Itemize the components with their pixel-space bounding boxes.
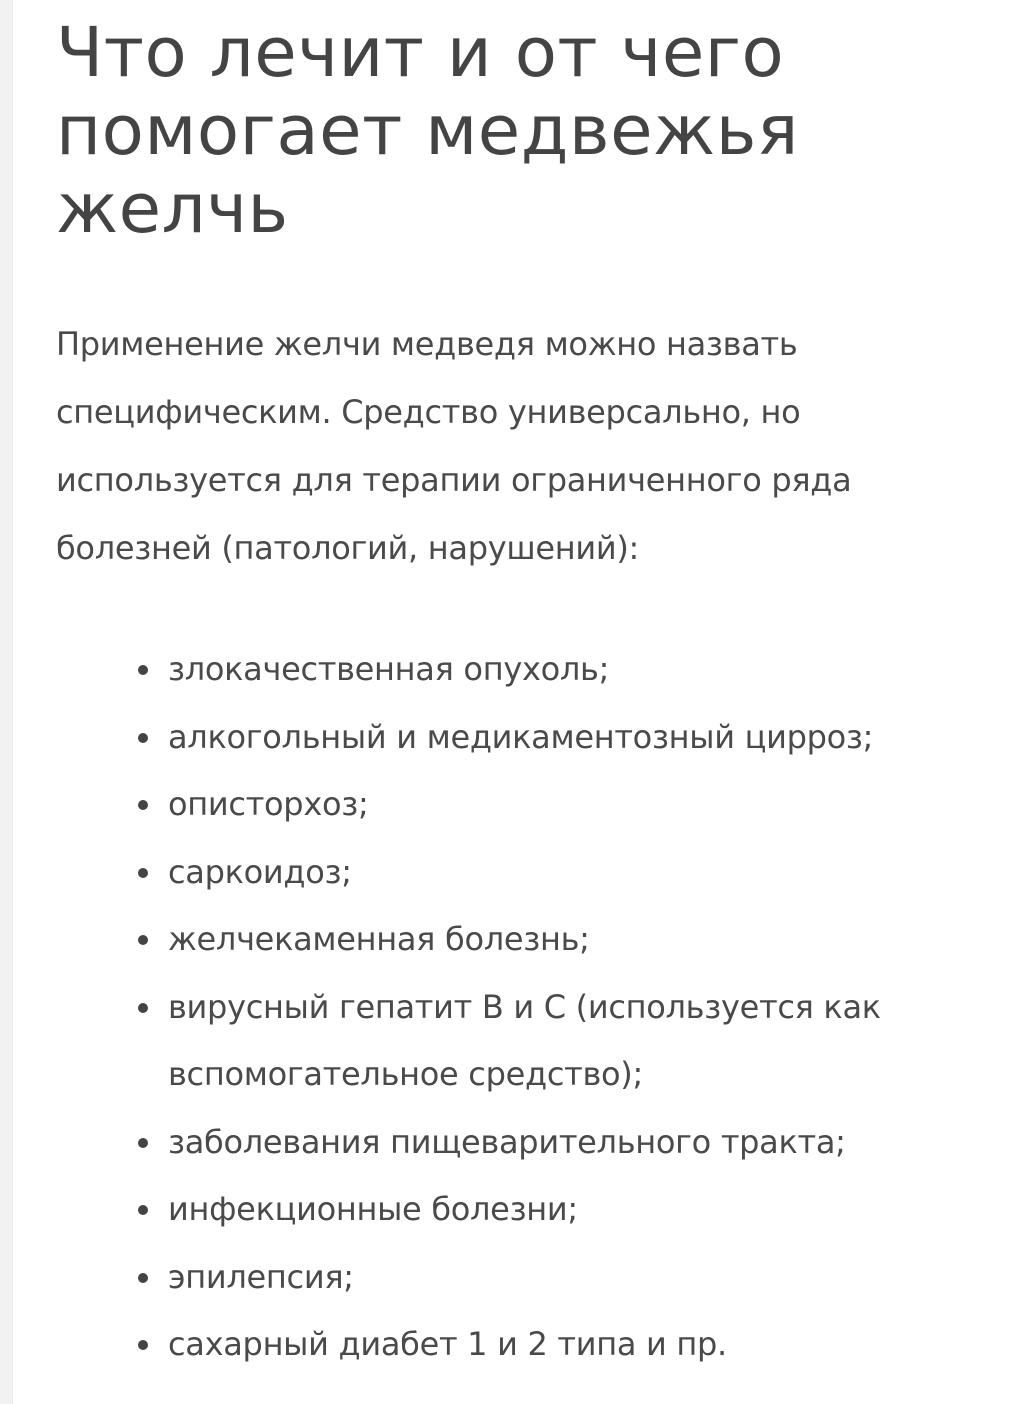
- article-title: Что лечит и от чего помогает медвежья желчь: [56, 13, 799, 249]
- list-item: [168, 1176, 986, 1244]
- list-item-text: заболевания пищеварительного тракта;: [168, 1122, 846, 1161]
- list-item-text: вирусный гепатит В и С (используется как вспомогательное средство);: [168, 987, 881, 1093]
- page-edge: [0, 0, 13, 1404]
- bullet-icon: [138, 1340, 148, 1350]
- bullet-icon: [138, 800, 148, 810]
- list-item: [168, 1244, 986, 1312]
- list-item-text: злокачественная опухоль;: [168, 650, 610, 688]
- list-item: [168, 771, 986, 839]
- list-item: [168, 906, 986, 974]
- list-item: [168, 704, 986, 772]
- list-item-text: саркоидоз;: [168, 852, 352, 891]
- conditions-list: [56, 636, 986, 1379]
- list-item: [168, 974, 986, 1109]
- bullet-icon: [138, 1003, 148, 1013]
- list-item: [168, 1311, 986, 1379]
- list-item-text: сахарный диабет 1 и 2 типа и пр.: [168, 1325, 727, 1363]
- bullet-icon: [138, 1273, 148, 1283]
- article-content: [56, 14, 986, 1379]
- list-item-text: желчекаменная болезнь;: [168, 920, 590, 958]
- list-item: [168, 636, 986, 704]
- list-item: [168, 839, 986, 907]
- bullet-icon: [138, 665, 148, 675]
- bullet-icon: [138, 1138, 148, 1148]
- list-item: [168, 1109, 986, 1177]
- bullet-icon: [138, 935, 148, 945]
- list-item-text: алкогольный и медикаментозный цирроз;: [168, 717, 874, 756]
- list-item-text: описторхоз;: [168, 785, 369, 823]
- list-item-text: инфекционные болезни;: [168, 1190, 578, 1228]
- bullet-icon: [138, 733, 148, 743]
- intro-paragraph: Применение желчи медведя можно назвать специфическим. Средство универсально, но используется для терапии ограниченного ряда болезней (патологий, нарушений):: [56, 325, 852, 567]
- bullet-icon: [138, 1205, 148, 1215]
- bullet-icon: [138, 868, 148, 878]
- list-item-text: эпилепсия;: [168, 1257, 354, 1296]
